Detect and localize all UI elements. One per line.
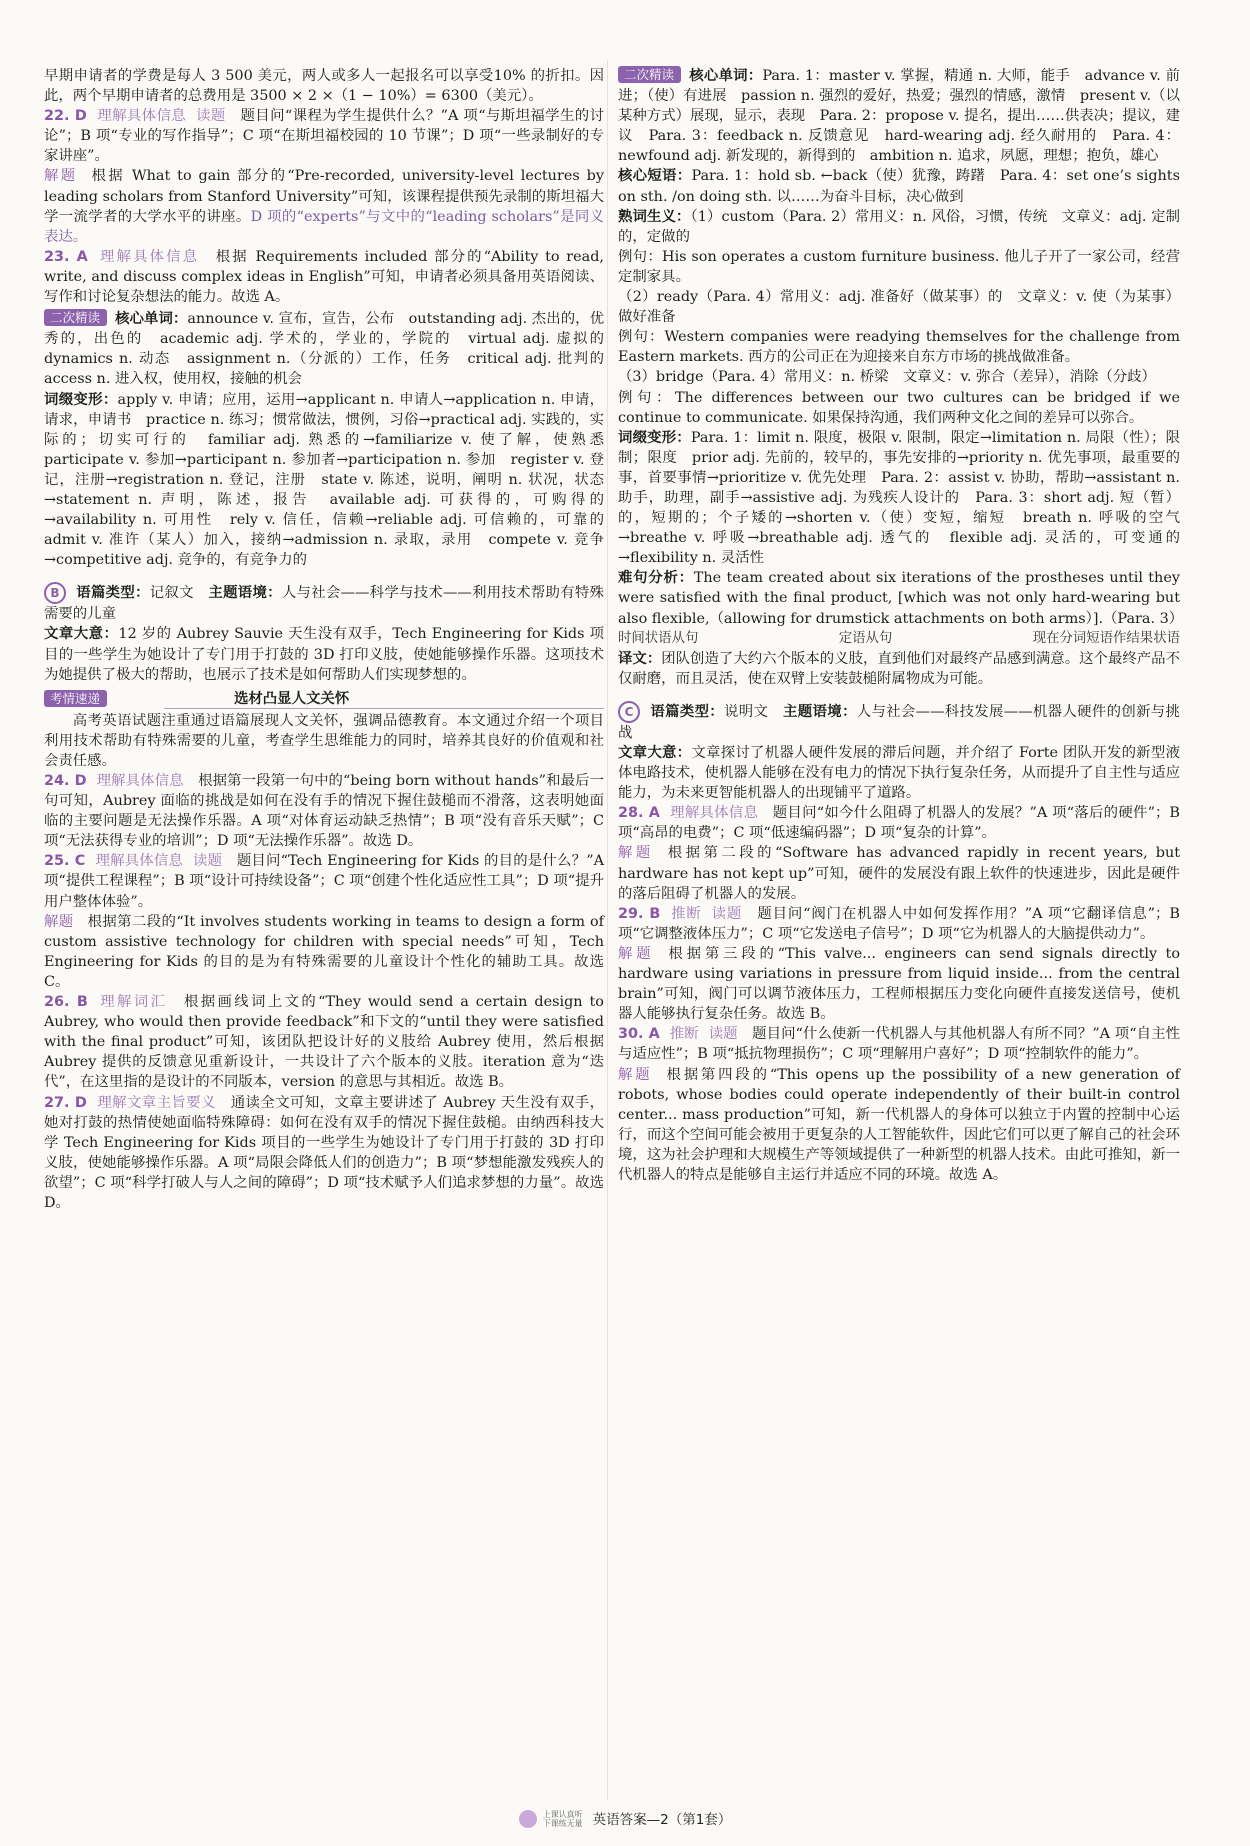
page-footer xyxy=(0,1808,1250,1828)
header-rule xyxy=(164,708,604,709)
section-b-icon: B xyxy=(44,582,66,604)
insight-badge: 二次精读 xyxy=(44,309,107,326)
section-c-icon: C xyxy=(618,701,640,723)
answer-29: 29. B 推断 读题 题目问“阀门在机器人中如何发挥作用？”A 项“它翻译信息”；B 项“它调整液体压力”；C 项“它发送电子信号”；D 项“它为机器人的大脑提供动力”。 xyxy=(618,905,1180,942)
translation: 译文：团队创造了大约六个版本的义肢，直到他们对最终产品感到满意。这个最终产品不仅耐磨，而且灵活，使在双臂上安装鼓槌附属物成为可能。 xyxy=(618,649,1180,687)
annotation-participle: 现在分词短语作结果状语 xyxy=(1032,630,1180,646)
section-b-summary: 文章大意：12 岁的 Aubrey Sauvie 天生没有双手，Tech Engineering for Kids 项目的一些学生为她设计了专门用于打鼓的 3D 打印义肢，使她能够操作乐器。这项技术为她提供了极大的帮助，也展示了技术是如何帮助人们实现梦想的。 xyxy=(44,625,604,683)
section-c-header: C 语篇类型：说明文 主题语境：人与社会——科技发展——机器人硬件的创新与挑战 xyxy=(618,702,1180,741)
exam-trend-text: 高考英语试题注重通过语篇展现人文关怀，强调品德教育。本文通过介绍一个项目利用技术帮助有特殊需要的儿童，考查学生思维能力的同时，培养其良好的价值观和社会责任感。 xyxy=(44,712,604,769)
right-column xyxy=(618,66,1184,1185)
answer-25: 25. C 理解具体信息 读题 题目问“Tech Engineering for Kids 的目的是什么？”A 项“提供工程课程”；B 项“设计可持续设备”；C 项“创建个性化适应性工具”；D 项“提升用户整体体验”。 xyxy=(44,853,604,910)
insight-badge: 二次精读 xyxy=(618,66,681,83)
example-3: 例句：The differences between our two cultures can be bridged if we continue to communicate. 如果保持沟通，我们两种文化之间的差异可以弥合。 xyxy=(618,389,1180,426)
answer-28: 28. A 理解具体信息 题目问“如今什么阻碍了机器人的发展？”A 项“落后的硬件”；B 项“高昂的电费”；C 项“低速编码器”；D 项“复杂的计算”。 xyxy=(618,805,1180,842)
left-column xyxy=(44,66,619,1213)
exam-trend-title: 选材凸显人文关怀 xyxy=(234,690,350,707)
annotation-time-clause: 时间状语从句 xyxy=(618,630,699,646)
explanation-22: 解题 根据 What to gain 部分的“Pre-recorded, university-level lectures by leading scholars from Stanford University”可知，该课程提供预先录制的斯坦福大学一流学者的大学水平的讲座。D 项的“experts”与文中的“leading scholars”是同义表达。 xyxy=(44,168,604,245)
exam-trend-header xyxy=(44,689,604,711)
example-1: 例句：His son operates a custom furniture business. 他儿子开了一家公司，经营定制家具。 xyxy=(618,248,1180,285)
phrase-block: 核心短语：Para. 1：hold sb. ←back（使）犹豫，踌躇 Para. 4：set one’s sights on sth. /on doing sth. 以……为奋斗目标，决心做到 xyxy=(618,167,1180,205)
affix-block-1: 词缀变形：apply v. 申请；应用，运用→applicant n. 申请人→application n. 申请，请求，申请书 practice n. 练习；惯常做法，惯例，习俗→practical adj. 实践的，实际的；切实可行的 familiar adj. 熟悉的→familiarize v. 使了解，使熟悉 participate v. 参加→participant n. 参加者→participation n. 参加 register v. 登记，注册→registration n. 登记，注册 state v. 陈述，说明，阐明 n. 状况，状态→statement n. 声明，陈述，报告 available adj. 可获得的，可购得的→availability n. 可用性 rely v. 信任，信赖→reliable adj. 可信赖的，可靠的 admit v. 准许（某人）加入，接纳→admission n. 录取，录用 compete v. 竞争→competitive adj. 竞争的，有竞争力的 xyxy=(44,390,619,569)
section-c-summary: 文章大意：文章探讨了机器人硬件发展的滞后问题，并介绍了 Forte 团队开发的新型液体电路技术，使机器人能够在没有电力的情况下执行复杂任务，从而提升了自主性与适应能力，为未来更智能机器人的出现铺平了道路。 xyxy=(618,744,1180,802)
insight-block-1: 二次精读 核心单词：announce v. 宣布，宣告，公布 outstanding adj. 杰出的，优秀的，出色的 academic adj. 学术的，学业的，学院的 virtual adj. 虚拟的 dynamics n. 动态 assignment n.（分派的）工作，任务 critical adj. 批判的 access n. 进入权，使用权，接触的机会 xyxy=(44,310,619,388)
logo-icon xyxy=(519,1810,537,1828)
example-2: 例句：Western companies were readying themselves for the challenge from Eastern markets. 西方的公司正在为迎接来自东方市场的挑战做准备。 xyxy=(618,329,1180,366)
word-new-meaning: 熟词生义：（1）custom（Para. 2）常用义：n. 风俗，习惯，传统 文章义：adj. 定制的，定做的 xyxy=(618,207,1180,245)
annotation-attributive-clause: 定语从句 xyxy=(838,630,893,646)
difficult-sentence: 难句分析：The team created about six iterations of the prostheses until they were satisfied with the final product, [which was not only hard-wearing but also flexible,（allowing for drumstick attachments on both arms）].（Para. 3） xyxy=(618,569,1184,627)
explanation-30: 解题 根据第四段的“This opens up the possibility of a new generation of robots, whose bodies could operate independently of their built-in control center... mass production”可知，新一代机器人的身体可以独立于内置的控制中心运行，而这个空间可能会被用于更复杂的人工智能软件，因此它们可以更了解自己的社会环境，这为社会护理和大规模生产等领域提供了一种新型的机器人技术。由此可推知，新一代机器人的特点是能够自主运行并适应不同的环境。故选 A。 xyxy=(618,1066,1180,1183)
exam-trend-badge: 考情速递 xyxy=(44,690,107,707)
section-b-header: B 语篇类型：记叙文 主题语境：人与社会——科学与技术——利用技术帮助有特殊需要的儿童 xyxy=(44,584,604,623)
answer-23: 23. A 理解具体信息 根据 Requirements included 部分的“Ability to read, write, and discuss complex ideas in English”可知，申请者必须具备用英语阅读、写作和讨论复杂想法的能力。故选 A。 xyxy=(44,248,604,306)
para-fee-calc: 早期申请者的学费是每人 3 500 美元，两人或多人一起报名可以享受10% 的折扣。因此，两个早期申请者的总费用是 3500 × 2 ×（1 − 10%）= 6300（美元）。 xyxy=(44,68,604,105)
explanation-29: 解题 根据第三段的“This valve... engineers can send signals directly to hardware using variations in pressure from liquid inside... from the central brain”可知，阀门可以调节液体压力，工程师根据压力变化向硬件直接发送信号，使机器人能够执行复杂任务。故选 B。 xyxy=(618,945,1180,1023)
explanation-28: 解题 根据第二段的“Software has advanced rapidly in recent years, but hardware has not kept up”可知，硬件的发展没有跟上软件的快速进步，因此是硬件的落后阻碍了机器人的发展。 xyxy=(618,845,1180,902)
footer-page-label: 英语答案—2（第1套） xyxy=(592,1812,732,1828)
answer-24: 24. D 理解具体信息 根据第一段第一句中的“being born without hands”和最后一句可知，Aubrey 面临的挑战是如何在没有手的情况下握住鼓槌而不滑落，这表明她面临的主要问题是无法操作乐器。A 项“对体育运动缺乏热情”；B 项“没有音乐天赋”；C 项“无法获得专业的培训”；D 项“无法操作乐器”。故选 D。 xyxy=(44,773,604,850)
insight-block-2: 二次精读 核心单词：Para. 1：master v. 掌握，精通 n. 大师，能手 advance v. 前进；（使）有进展 passion n. 强烈的爱好，热爱；强烈的情感，激情 present v.（以某种方式）展现，显示，表现 Para. 2：propose v. 提名，提出……供表决；提议，建议 Para. 3：feedback n. 反馈意见 hard-wearing adj. 经久耐用的 Para. 4：newfound adj. 新发现的，新得到的 ambition n. 追求，夙愿，理想；抱负，雄心 xyxy=(618,67,1180,165)
footer-slogan: 上课认真听 下课练无量 xyxy=(542,1810,583,1828)
word-new-meaning-2: （2）ready（Para. 4）常用义：adj. 准备好（做某事）的 文章义：v. 使（为某事）做好准备 xyxy=(618,289,1180,326)
answer-22: 22. D 理解具体信息 读题 题目问“课程为学生提供什么？”A 项“与斯坦福学生的讨论”；B 项“专业的写作指导”；C 项“在斯坦福校园的 10 节课”；D 项“一些录制好的专家讲座”。 xyxy=(44,108,604,165)
answer-30: 30. A 推断 读题 题目问“什么使新一代机器人与其他机器人有所不同？”A 项“自主性与适应性”；B 项“抵抗物理损伤”；C 项“理解用户喜好”；D 项“控制软件的能力”。 xyxy=(618,1026,1180,1063)
word-new-meaning-3: （3）bridge（Para. 4）常用义：n. 桥梁 文章义：v. 弥合（差异），消除（分歧） xyxy=(618,369,1156,386)
sentence-annotations xyxy=(618,629,1180,649)
answer-27: 27. D 理解文章主旨要义 通读全文可知，文章主要讲述了 Aubrey 天生没有双手，她对打鼓的热情使她面临特殊障碍：如何在没有双手的情况下握住鼓槌。由纳西科技大学 Tech Engineering for Kids 项目的一些学生为她设计了专门用于打鼓的 3D 打印义肢，使她能够操作乐器。A 项“局限会降低人们的创造力”；B 项“梦想能激发残疾人的欲望”；C 项“科学打破人与人之间的障碍”；D 项“技术赋予人们追求梦想的力量”。故选 D。 xyxy=(44,1094,604,1211)
affix-block-2: 词缀变形：Para. 1：limit n. 限度，极限 v. 限制，限定→limitation n. 局限（性）；限制；限度 prior adj. 先前的，较早的，事先安排的→priority n. 优先事项，最重要的事，首要事情→prioritize v. 优先处理 Para. 2：assist v. 协助，帮助→assistant n. 助手，助理，副手→assistive adj. 为残疾人设计的 Para. 3：short adj. 短（暂）的，短期的；个子矮的→shorten v.（使）变短，缩短 breath n. 呼吸的空气→breathe v. 呼吸→breathable adj. 透气的 flexible adj. 灵活的，可变通的→flexibility n. 灵活性 xyxy=(618,428,1180,567)
answer-26: 26. B 理解词汇 根据画线词上文的“They would send a certain design to Aubrey, who would then provide feedback”和下文的“until they were satisfied with the final product”可知，该团队把设计好的义肢给 Aubrey 使用，然后根据 Aubrey 提供的反馈意见重新设计，一共设计了六个版本的义肢。iteration 意为“迭代”，在这里指的是设计的不同版本，version 的意思与其相近。故选 B。 xyxy=(44,994,604,1091)
column-divider xyxy=(607,60,608,1800)
explanation-25: 解题 根据第二段的“It involves students working in teams to design a form of custom assistive technology for children with special needs”可知，Tech Engineering for Kids 的目的是为有特殊需要的儿童设计个性化的辅助工具。故选 C。 xyxy=(44,913,604,990)
